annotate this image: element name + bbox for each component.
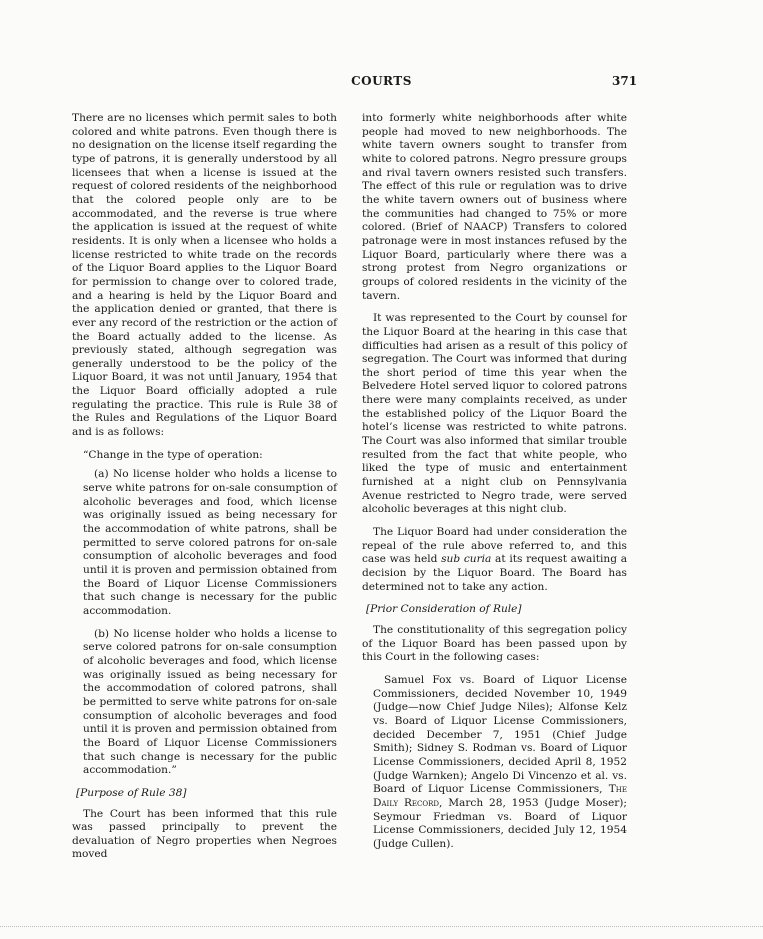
text-run: at its request awaiting a decision by the Liquor Board. The Board has determined not to take any action. — [362, 553, 628, 593]
italic-term: sub curia — [441, 553, 492, 566]
paragraph — [362, 526, 627, 594]
running-header-title: COURTS — [351, 74, 412, 88]
left-column — [72, 112, 337, 871]
text-run: Samuel Fox vs. Board of Liquor License Commissioners, decided November 10, 1949 (Judge—now Chief Judge Niles); Alfonse Kelz vs. Board of Liquor License Commissioners, decided December 7, 1951 (Chief Judge Smith); Sidney S. Rodman vs. Board of Liquor License Commissioners, decided April 8, 1952 (Judge Warnken); Angelo Di Vincenzo et al. vs. Board of Liquor License Commissioners, — [373, 673, 627, 796]
publication-name: The Daily Record — [373, 783, 627, 809]
scan-bottom-edge — [0, 926, 763, 928]
rule-quote-intro: “Change in the type of operation: — [83, 448, 263, 461]
right-column — [362, 112, 627, 860]
paragraph: There are no licenses which permit sales to both colored and white patrons. Even though there is no designation on the license itself regarding the type of patrons, it is generally understood by all licensees that when a license is issued at the request of colored residents of the neighborhood that the colored people only are to be accommodated, and the reverse is true where the application is issued at the request of white residents. It is only when a licensee who holds a license restricted to white trade on the records of the Liquor Board applies to the Liquor Board for permission to change over to colored trade, and a hearing is held by the Liquor Board and the application denied or granted, that there is ever any record of the restriction or the action of the Board actually added to the license. As previously stated, although segregation was generally understood to be the policy of the Liquor Board, it was not until January, 1954 that the Liquor Board officially adopted a rule regulating the practice. This rule is Rule 38 of the Rules and Regulations of the Liquor Board and is as follows: — [72, 112, 337, 439]
paragraph: It was represented to the Court by counsel for the Liquor Board at the hearing in this case that difficulties had arisen as a result of this policy of segregation. The Court was informed that during the short period of time this year when the Belvedere Hotel served liquor to colored patrons there were many complaints received, as under the established policy of the Liquor Board the hotel’s license was restricted to white patrons. The Court was also informed that similar trouble resulted from the fact that white people, who liked the type of music and entertainment furnished at a night club on Pennsylvania Avenue restricted to Negro trade, were served alcoholic beverages at this night club. — [362, 312, 627, 516]
section-subheading: [Prior Consideration of Rule] — [366, 603, 522, 616]
case-list — [362, 674, 627, 852]
text-run: , March 28, 1953 (Judge Moser); Seymour Friedman vs. Board of Liquor License Commissioners, decided July 12, 1954 (Judge Cullen). — [373, 796, 627, 850]
section-subheading: [Purpose of Rule 38] — [76, 786, 187, 799]
rule-quote-b: (b) No license holder who holds a license to serve colored patrons for on-sale consumption of alcoholic beverages and food, which license was originally issued as being necessary for the accommodation of colored patrons, shall be permitted to serve white patrons for on-sale consumption of alcoholic beverages and food until it is proven and permission obtained from the Board of Liquor License Commissioners that such change is necessary for the public accommodation.” — [83, 627, 337, 777]
rule-quote-a: (a) No license holder who holds a license to serve white patrons for on-sale consumption of alcoholic beverages and food, which license was originally issued as being necessary for the accommodation of white patrons, shall be permitted to serve colored patrons for on-sale consumption of alcoholic beverages and food until it is proven and permission obtained from the Board of Liquor License Commissioners that such change is necessary for the public accommodation. — [83, 468, 337, 617]
page-number: 371 — [612, 74, 638, 88]
paragraph: into formerly white neighborhoods after white people had moved to new neighborhoods. The white tavern owners sought to transfer from white to colored patrons. Negro pressure groups and rival tavern owners resisted such transfers. The effect of this rule or regulation was to drive the white tavern owners out of business where the communities had changed to 75% or more colored. (Brief of NAACP) Transfers to colored patronage were in most instances refused by the Liquor Board, particularly where there was a strong protest from Negro organizations or groups of colored residents in the vicinity of the tavern. — [362, 112, 627, 302]
paragraph: The Court has been informed that this rule was passed principally to prevent the devaluation of Negro properties when Negroes moved — [72, 807, 337, 861]
text-run: The Liquor Board had under consideration the repeal of the rule above referred to, and this case was held — [362, 526, 627, 566]
paragraph: The constitutionality of this segregation policy of the Liquor Board has been passed upon by this Court in the following cases: — [362, 623, 627, 664]
